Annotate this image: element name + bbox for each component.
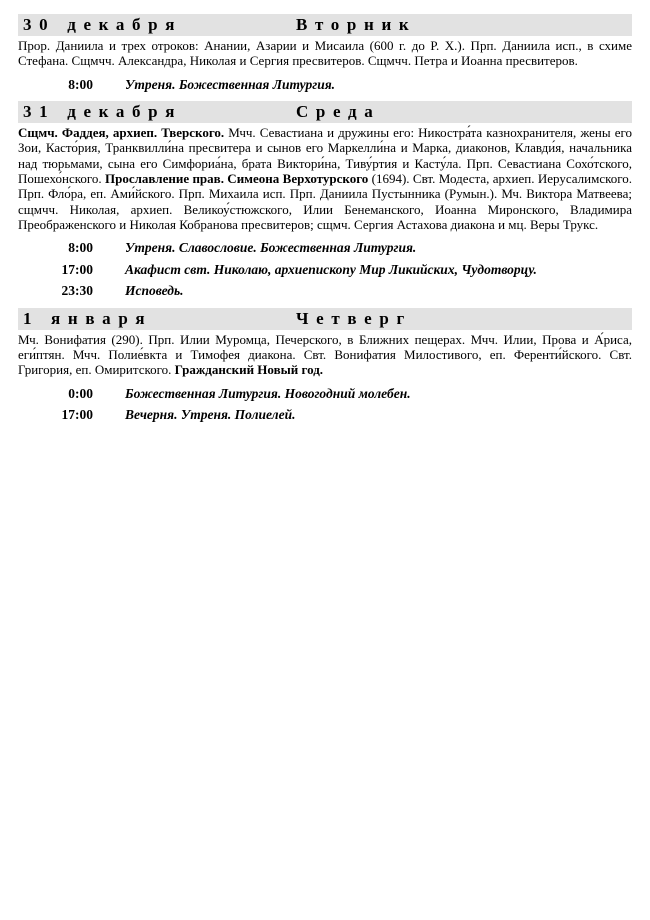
commemoration-segment: (1694). Свт. Модеста, архиеп. Иерусалимского. Прп. Фло́ра, еп. Ами́йского. Прп. Михаила исп. Прп. Даниила Пустынника (Румын.). Мч. Виктора Матвеева; сщмчч. Николая, архиеп. Великоу́стюжского, Илии Бенеманского, Иоанна Миронского, Владимира Преображенского и Николая Кобранова пресвитеров; сщмч. Сергия Астахова диакона и мц. Веры Трукс. [18, 170, 633, 232]
day-header [18, 101, 632, 123]
service-time: 17:00 [61, 261, 93, 277]
service-row [18, 74, 632, 96]
day-date: 31 декабря [23, 102, 183, 122]
day-section [18, 308, 632, 426]
services-list [18, 74, 632, 96]
service-row [18, 237, 632, 259]
service-time: 17:00 [61, 407, 93, 423]
commemorations-text [18, 38, 632, 69]
commemoration-segment: Прославление прав. Симеона Верхотурского [105, 170, 369, 186]
service-time: 0:00 [68, 385, 93, 401]
service-description: Вечерня. Утреня. Полиелей. [125, 407, 296, 423]
commemoration-segment: Прор. Даниила и трех отроков: Анании, Азарии и Мисаила (600 г. до Р. Х.). Прп. Даниила исп., в схиме Стефана. Сщмчч. Александра, Николая и Сергия пресвитеров. Сщмчч. Петра и Иоанна пресвитеров. [18, 38, 632, 69]
service-description: Божественная Литургия. Новогодний молебен. [125, 385, 411, 401]
days-container [18, 14, 632, 426]
service-time: 8:00 [68, 240, 93, 256]
service-row [18, 404, 632, 426]
services-list [18, 383, 632, 426]
day-section [18, 14, 632, 95]
service-row [18, 383, 632, 405]
service-time: 8:00 [68, 76, 93, 92]
day-section [18, 101, 632, 302]
service-time: 23:30 [61, 283, 93, 299]
day-date: 30 декабря [23, 15, 183, 34]
service-description: Исповедь. [125, 283, 184, 299]
service-description: Утреня. Славословие. Божественная Литургия. [125, 240, 417, 256]
day-weekday: Вторник [296, 15, 417, 34]
service-description: Утреня. Божественная Литургия. [125, 76, 336, 92]
day-date: 1 января [23, 308, 153, 328]
services-list [18, 237, 632, 302]
day-header [18, 308, 632, 330]
commemoration-segment: Гражданский Новый год. [174, 362, 324, 378]
commemoration-segment: Мч. Вонифатия (290). Прп. Илии Муромца, Печерского, в Ближних пещерах. Мчч. Илии, Прова и А́риса, еги́птян. Мчч. Полие́вкта и Тимофея диакона. Свт. Вонифатия Милостивого, еп. Ференти́йского. Свт. Григория, еп. Омиритского. [18, 331, 632, 378]
day-weekday: Четверг [296, 308, 412, 328]
service-row [18, 259, 632, 281]
service-description: Акафист свт. Николаю, архиепископу Мир Ликийских, Чудотворцу. [125, 261, 537, 277]
day-weekday: Среда [296, 102, 381, 122]
commemorations-text [18, 125, 632, 232]
commemorations-text [18, 332, 632, 378]
commemoration-segment: Сщмч. Фаддея, архиеп. Тверского. [18, 125, 225, 141]
day-header [18, 14, 632, 36]
service-row [18, 280, 632, 302]
commemoration-segment: Мчч. Севастиана и дружины его: Никостра́та казнохранителя, жены его Зои, Касто́рия, Транквилли́на пресвитера и сынов его Маркелли́на и Марка, диаконов, Клавди́я, начальника над тюрьмами, сына его Симфориа́на, брата Виктори́на, Тиву́ртия и Касту́ла. Прп. Севастиана Сохо́тского, Пошехо́нского. [18, 125, 632, 186]
